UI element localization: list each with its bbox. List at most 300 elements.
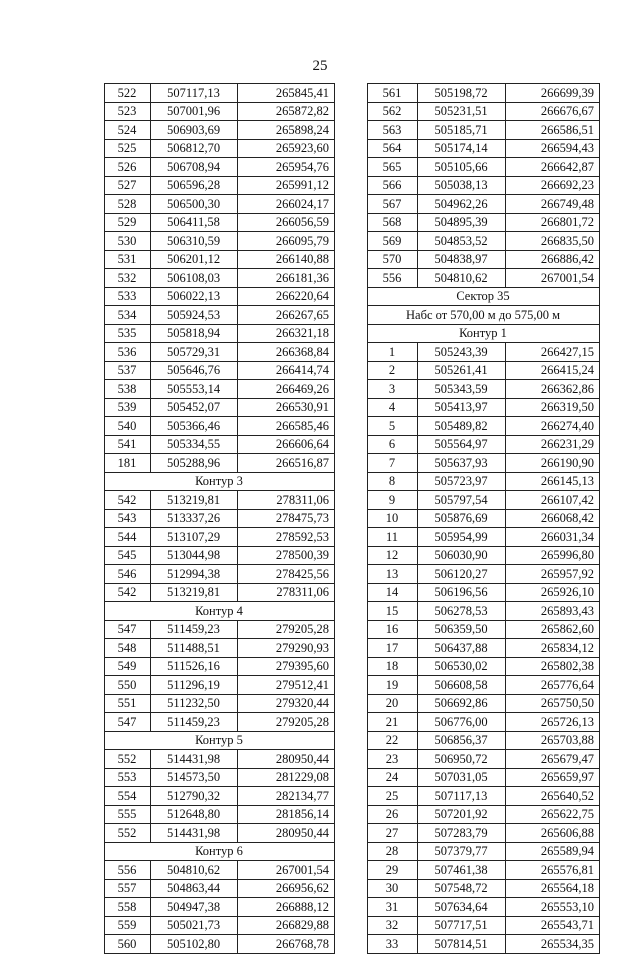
table-row <box>105 139 335 158</box>
coordinate-x: 505185,71 <box>418 121 506 140</box>
point-number: 25 <box>368 787 418 806</box>
coordinate-y: 266145,13 <box>506 472 600 491</box>
coordinate-y: 266181,36 <box>238 269 335 288</box>
point-number: 31 <box>368 898 418 917</box>
point-number: 525 <box>105 139 151 158</box>
coordinate-x: 505198,72 <box>418 84 506 103</box>
table-row <box>368 361 600 380</box>
table-row <box>105 324 335 343</box>
coordinate-x: 506278,53 <box>418 602 506 621</box>
point-number: 549 <box>105 657 151 676</box>
coordinate-x: 504810,62 <box>151 861 238 880</box>
table-row <box>105 509 335 528</box>
table-row <box>105 213 335 232</box>
point-number: 541 <box>105 435 151 454</box>
section-header-row <box>368 306 600 325</box>
coordinate-y: 266835,50 <box>506 232 600 251</box>
section-header: Контур 5 <box>105 731 335 750</box>
table-row <box>105 546 335 565</box>
coordinate-y: 266888,12 <box>238 898 335 917</box>
table-row <box>368 380 600 399</box>
coordinate-x: 505038,13 <box>418 176 506 195</box>
point-number: 530 <box>105 232 151 251</box>
point-number: 558 <box>105 898 151 917</box>
section-header: Контур 6 <box>105 842 335 861</box>
table-row <box>368 398 600 417</box>
coordinate-x: 506359,50 <box>418 620 506 639</box>
coordinate-y: 266692,23 <box>506 176 600 195</box>
point-number: 550 <box>105 676 151 695</box>
coordinate-y: 266362,86 <box>506 380 600 399</box>
point-number: 9 <box>368 491 418 510</box>
coordinate-y: 279320,44 <box>238 694 335 713</box>
table-row <box>368 528 600 547</box>
coordinate-x: 505021,73 <box>151 916 238 935</box>
table-row <box>368 916 600 935</box>
coordinate-y: 280950,44 <box>238 750 335 769</box>
table-row <box>368 805 600 824</box>
point-number: 556 <box>368 269 418 288</box>
table-row <box>368 879 600 898</box>
table-row <box>368 102 600 121</box>
coordinate-y: 266319,50 <box>506 398 600 417</box>
table-row <box>105 528 335 547</box>
coordinate-x: 507717,51 <box>418 916 506 935</box>
coordinate-x: 514431,98 <box>151 824 238 843</box>
table-row <box>368 842 600 861</box>
coordinate-x: 505243,39 <box>418 343 506 362</box>
coordinate-x: 506950,72 <box>418 750 506 769</box>
point-number: 545 <box>105 546 151 565</box>
table-row <box>368 269 600 288</box>
coordinate-y: 267001,54 <box>238 861 335 880</box>
table-row <box>105 935 335 954</box>
coordinate-y: 279395,60 <box>238 657 335 676</box>
point-number: 27 <box>368 824 418 843</box>
table-row <box>105 657 335 676</box>
table-row <box>368 435 600 454</box>
table-row <box>105 250 335 269</box>
table-row <box>368 861 600 880</box>
point-number: 532 <box>105 269 151 288</box>
table-row <box>105 787 335 806</box>
point-number: 4 <box>368 398 418 417</box>
section-header-row <box>368 324 600 343</box>
coordinate-x: 506310,59 <box>151 232 238 251</box>
coordinate-y: 265726,13 <box>506 713 600 732</box>
table-row <box>105 861 335 880</box>
coordinate-y: 266095,79 <box>238 232 335 251</box>
point-number: 528 <box>105 195 151 214</box>
table-row <box>368 731 600 750</box>
coordinate-y: 266516,87 <box>238 454 335 473</box>
coordinate-x: 506030,90 <box>418 546 506 565</box>
coordinate-x: 505102,80 <box>151 935 238 954</box>
table-row <box>368 768 600 787</box>
section-header-row <box>105 731 335 750</box>
section-header: Контур 3 <box>105 472 335 491</box>
coordinate-x: 512994,38 <box>151 565 238 584</box>
coordinate-y: 279290,93 <box>238 639 335 658</box>
coordinate-x: 505231,51 <box>418 102 506 121</box>
coordinate-x: 505646,76 <box>151 361 238 380</box>
coordinate-y: 265923,60 <box>238 139 335 158</box>
coordinate-x: 505818,94 <box>151 324 238 343</box>
coordinate-x: 507117,13 <box>418 787 506 806</box>
coordinate-x: 504962,26 <box>418 195 506 214</box>
coordinate-y: 265862,60 <box>506 620 600 639</box>
coordinate-y: 265606,88 <box>506 824 600 843</box>
coordinate-y: 265893,43 <box>506 602 600 621</box>
point-number: 12 <box>368 546 418 565</box>
table-row <box>105 121 335 140</box>
coordinate-x: 506120,27 <box>418 565 506 584</box>
coordinate-y: 265996,80 <box>506 546 600 565</box>
coordinates-table-left <box>104 83 335 954</box>
point-number: 567 <box>368 195 418 214</box>
table-row <box>105 343 335 362</box>
point-number: 538 <box>105 380 151 399</box>
coordinate-y: 279205,28 <box>238 620 335 639</box>
point-number: 566 <box>368 176 418 195</box>
coordinate-y: 266585,46 <box>238 417 335 436</box>
coordinate-x: 505334,55 <box>151 435 238 454</box>
table-row <box>368 213 600 232</box>
coordinate-x: 507031,05 <box>418 768 506 787</box>
coordinate-y: 266956,62 <box>238 879 335 898</box>
coordinate-x: 506812,70 <box>151 139 238 158</box>
coordinate-x: 507117,13 <box>151 84 238 103</box>
coordinate-y: 265564,18 <box>506 879 600 898</box>
coordinate-y: 266414,74 <box>238 361 335 380</box>
coordinate-y: 265991,12 <box>238 176 335 195</box>
coordinate-y: 266024,17 <box>238 195 335 214</box>
table-row <box>105 361 335 380</box>
coordinate-y: 266031,34 <box>506 528 600 547</box>
table-row <box>368 898 600 917</box>
point-number: 560 <box>105 935 151 954</box>
coordinate-x: 505729,31 <box>151 343 238 362</box>
point-number: 536 <box>105 343 151 362</box>
table-row <box>368 491 600 510</box>
table-row <box>368 232 600 251</box>
coordinate-y: 278311,06 <box>238 583 335 602</box>
coordinate-y: 282134,77 <box>238 787 335 806</box>
coordinate-y: 265553,10 <box>506 898 600 917</box>
table-row <box>368 676 600 695</box>
point-number: 7 <box>368 454 418 473</box>
table-row <box>368 195 600 214</box>
point-number: 548 <box>105 639 151 658</box>
point-number: 533 <box>105 287 151 306</box>
coordinate-x: 506608,58 <box>418 676 506 695</box>
point-number: 552 <box>105 750 151 769</box>
coordinate-x: 506708,94 <box>151 158 238 177</box>
section-header: Контур 4 <box>105 602 335 621</box>
coordinate-x: 506108,03 <box>151 269 238 288</box>
table-row <box>105 398 335 417</box>
coordinate-x: 506530,02 <box>418 657 506 676</box>
coordinate-x: 506437,88 <box>418 639 506 658</box>
table-row <box>368 750 600 769</box>
table-row <box>105 676 335 695</box>
point-number: 19 <box>368 676 418 695</box>
point-number: 553 <box>105 768 151 787</box>
coordinate-x: 505288,96 <box>151 454 238 473</box>
coordinate-y: 266586,51 <box>506 121 600 140</box>
coordinate-x: 505924,53 <box>151 306 238 325</box>
point-number: 5 <box>368 417 418 436</box>
table-row <box>105 84 335 103</box>
table-row <box>368 454 600 473</box>
table-row <box>105 287 335 306</box>
coordinate-x: 505637,93 <box>418 454 506 473</box>
point-number: 539 <box>105 398 151 417</box>
table-row <box>368 657 600 676</box>
table-row <box>368 583 600 602</box>
point-number: 3 <box>368 380 418 399</box>
table-row <box>368 787 600 806</box>
coordinate-x: 513107,29 <box>151 528 238 547</box>
coordinate-y: 266140,88 <box>238 250 335 269</box>
coordinate-x: 511459,23 <box>151 620 238 639</box>
point-number: 547 <box>105 620 151 639</box>
point-number: 14 <box>368 583 418 602</box>
table-row <box>105 232 335 251</box>
point-number: 547 <box>105 713 151 732</box>
coordinate-y: 265576,81 <box>506 861 600 880</box>
coordinate-y: 281229,08 <box>238 768 335 787</box>
table-row <box>368 139 600 158</box>
table-row <box>105 879 335 898</box>
point-number: 546 <box>105 565 151 584</box>
coordinate-x: 506692,86 <box>418 694 506 713</box>
coordinate-y: 265622,75 <box>506 805 600 824</box>
coordinate-y: 266829,88 <box>238 916 335 935</box>
coordinate-x: 504863,44 <box>151 879 238 898</box>
point-number: 526 <box>105 158 151 177</box>
table-row <box>368 602 600 621</box>
section-header-row <box>368 287 600 306</box>
coordinate-x: 507548,72 <box>418 879 506 898</box>
table-row <box>105 491 335 510</box>
table-row <box>368 824 600 843</box>
point-number: 527 <box>105 176 151 195</box>
table-row <box>105 750 335 769</box>
coordinate-y: 265640,52 <box>506 787 600 806</box>
point-number: 17 <box>368 639 418 658</box>
point-number: 32 <box>368 916 418 935</box>
coordinate-x: 507634,64 <box>418 898 506 917</box>
table-row <box>105 306 335 325</box>
point-number: 554 <box>105 787 151 806</box>
table-row <box>368 713 600 732</box>
coordinate-x: 506903,69 <box>151 121 238 140</box>
point-number: 565 <box>368 158 418 177</box>
point-number: 28 <box>368 842 418 861</box>
coordinate-y: 266606,64 <box>238 435 335 454</box>
point-number: 1 <box>368 343 418 362</box>
table-row <box>368 417 600 436</box>
coordinate-y: 281856,14 <box>238 805 335 824</box>
coordinate-x: 506596,28 <box>151 176 238 195</box>
coordinate-y: 266768,78 <box>238 935 335 954</box>
coordinate-x: 514431,98 <box>151 750 238 769</box>
point-number: 556 <box>105 861 151 880</box>
table-row <box>105 269 335 288</box>
point-number: 563 <box>368 121 418 140</box>
coordinate-x: 505343,59 <box>418 380 506 399</box>
coordinate-y: 266321,18 <box>238 324 335 343</box>
table-row <box>368 935 600 954</box>
coordinate-x: 507461,38 <box>418 861 506 880</box>
point-number: 552 <box>105 824 151 843</box>
coordinate-y: 266594,43 <box>506 139 600 158</box>
coordinate-x: 506776,00 <box>418 713 506 732</box>
coordinates-table-right-body <box>368 84 600 954</box>
coordinate-x: 507283,79 <box>418 824 506 843</box>
coordinate-y: 266415,24 <box>506 361 600 380</box>
page-number: 25 <box>312 58 328 74</box>
coordinate-y: 266427,15 <box>506 343 600 362</box>
table-row <box>368 472 600 491</box>
point-number: 6 <box>368 435 418 454</box>
point-number: 570 <box>368 250 418 269</box>
point-number: 20 <box>368 694 418 713</box>
table-row <box>368 620 600 639</box>
coordinate-x: 506411,58 <box>151 213 238 232</box>
coordinate-x: 512790,32 <box>151 787 238 806</box>
coordinate-y: 265703,88 <box>506 731 600 750</box>
coordinate-y: 265750,50 <box>506 694 600 713</box>
point-number: 562 <box>368 102 418 121</box>
coordinate-x: 511488,51 <box>151 639 238 658</box>
point-number: 544 <box>105 528 151 547</box>
point-number: 543 <box>105 509 151 528</box>
point-number: 16 <box>368 620 418 639</box>
section-header: Сектор 35 <box>368 287 600 306</box>
table-row <box>105 639 335 658</box>
coordinate-x: 506201,12 <box>151 250 238 269</box>
table-row <box>368 509 600 528</box>
coordinate-y: 278311,06 <box>238 491 335 510</box>
coordinate-y: 266530,91 <box>238 398 335 417</box>
point-number: 26 <box>368 805 418 824</box>
coordinate-x: 511296,19 <box>151 676 238 695</box>
point-number: 30 <box>368 879 418 898</box>
coordinate-y: 265834,12 <box>506 639 600 658</box>
table-row <box>105 380 335 399</box>
table-row <box>105 713 335 732</box>
table-row <box>105 583 335 602</box>
coordinate-x: 507814,51 <box>418 935 506 954</box>
coordinate-x: 505553,14 <box>151 380 238 399</box>
coordinate-x: 513219,81 <box>151 583 238 602</box>
table-row <box>368 121 600 140</box>
coordinate-y: 265776,64 <box>506 676 600 695</box>
point-number: 13 <box>368 565 418 584</box>
coordinate-y: 266231,29 <box>506 435 600 454</box>
table-row <box>368 694 600 713</box>
point-number: 2 <box>368 361 418 380</box>
coordinate-x: 505105,66 <box>418 158 506 177</box>
point-number: 22 <box>368 731 418 750</box>
point-number: 33 <box>368 935 418 954</box>
table-row <box>368 158 600 177</box>
coordinate-x: 505452,07 <box>151 398 238 417</box>
point-number: 29 <box>368 861 418 880</box>
coordinate-y: 266220,64 <box>238 287 335 306</box>
point-number: 15 <box>368 602 418 621</box>
coordinate-x: 511526,16 <box>151 657 238 676</box>
point-number: 8 <box>368 472 418 491</box>
coordinate-y: 266801,72 <box>506 213 600 232</box>
coordinate-x: 505723,97 <box>418 472 506 491</box>
coordinate-y: 265679,47 <box>506 750 600 769</box>
point-number: 542 <box>105 583 151 602</box>
point-number: 523 <box>105 102 151 121</box>
table-row <box>105 620 335 639</box>
point-number: 569 <box>368 232 418 251</box>
point-number: 534 <box>105 306 151 325</box>
coordinate-y: 265802,38 <box>506 657 600 676</box>
table-row <box>105 916 335 935</box>
coordinate-y: 278475,73 <box>238 509 335 528</box>
coordinate-y: 265926,10 <box>506 583 600 602</box>
coordinate-y: 266274,40 <box>506 417 600 436</box>
point-number: 551 <box>105 694 151 713</box>
section-header-row <box>105 842 335 861</box>
coordinate-x: 505797,54 <box>418 491 506 510</box>
coordinate-x: 504810,62 <box>418 269 506 288</box>
point-number: 542 <box>105 491 151 510</box>
coordinate-y: 280950,44 <box>238 824 335 843</box>
coordinate-x: 507201,92 <box>418 805 506 824</box>
table-row <box>368 639 600 658</box>
coordinates-table-right <box>367 83 600 954</box>
point-number: 529 <box>105 213 151 232</box>
coordinate-y: 266368,84 <box>238 343 335 362</box>
point-number: 531 <box>105 250 151 269</box>
coordinate-x: 513044,98 <box>151 546 238 565</box>
coordinate-y: 266749,48 <box>506 195 600 214</box>
coordinate-x: 506856,37 <box>418 731 506 750</box>
coordinate-x: 505366,46 <box>151 417 238 436</box>
coordinate-y: 265543,71 <box>506 916 600 935</box>
coordinate-y: 278500,39 <box>238 546 335 565</box>
point-number: 555 <box>105 805 151 824</box>
coordinate-y: 279205,28 <box>238 713 335 732</box>
coordinate-x: 506500,30 <box>151 195 238 214</box>
coordinate-x: 505489,82 <box>418 417 506 436</box>
coordinate-y: 265659,97 <box>506 768 600 787</box>
table-row <box>105 454 335 473</box>
table-row <box>105 824 335 843</box>
coordinate-x: 507379,77 <box>418 842 506 861</box>
table-row <box>368 84 600 103</box>
coordinate-x: 512648,80 <box>151 805 238 824</box>
coordinate-y: 267001,54 <box>506 269 600 288</box>
coordinate-y: 279512,41 <box>238 676 335 695</box>
point-number: 559 <box>105 916 151 935</box>
point-number: 524 <box>105 121 151 140</box>
point-number: 23 <box>368 750 418 769</box>
point-number: 21 <box>368 713 418 732</box>
coordinate-y: 265589,94 <box>506 842 600 861</box>
table-row <box>105 435 335 454</box>
coordinate-y: 278425,56 <box>238 565 335 584</box>
coordinate-x: 505413,97 <box>418 398 506 417</box>
